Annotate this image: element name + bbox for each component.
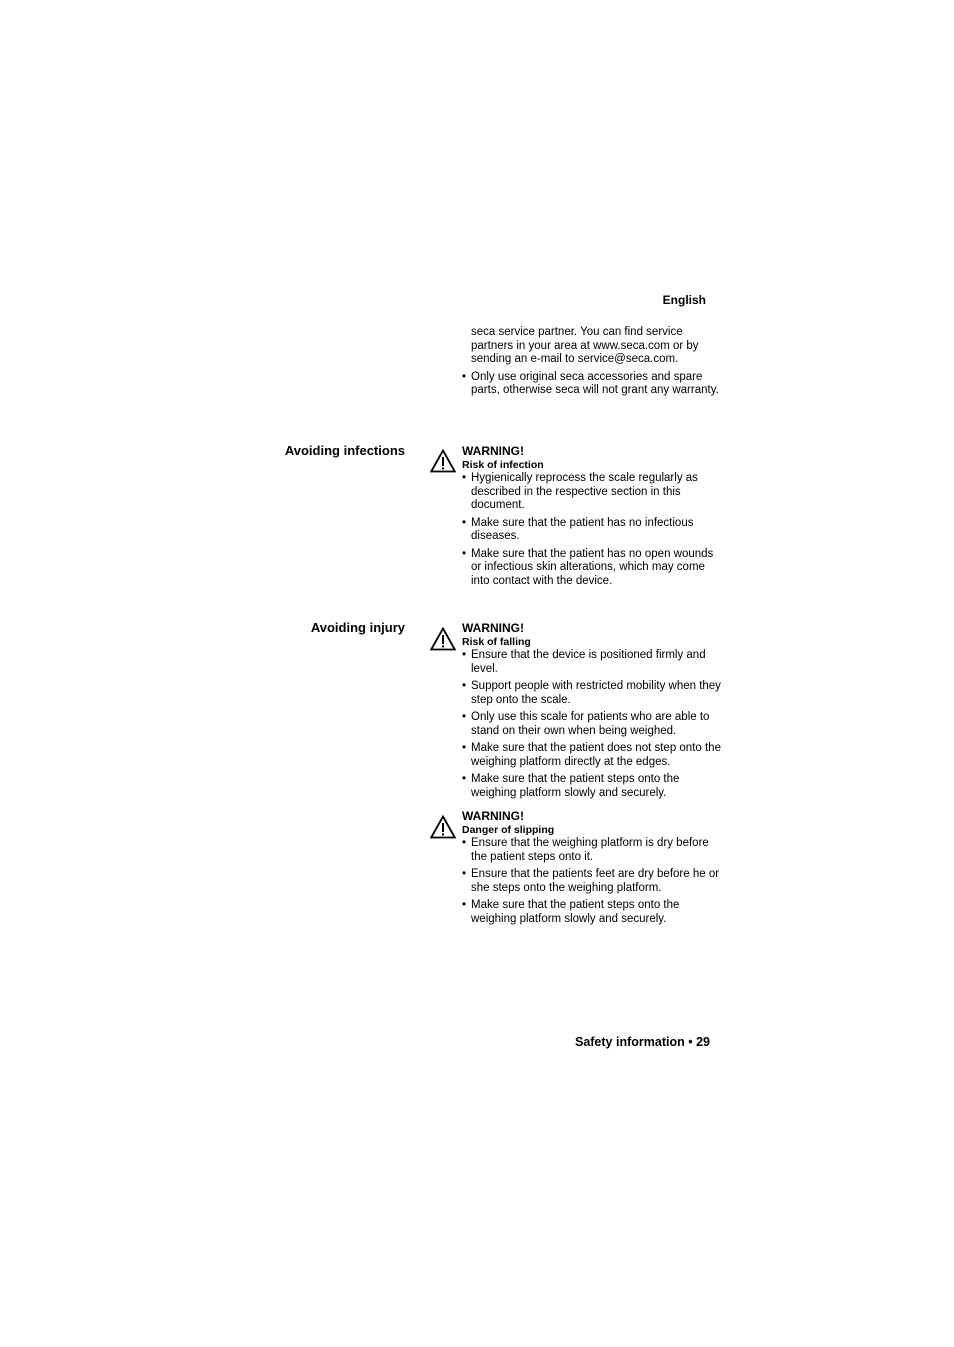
continuation-block: [471, 326, 721, 402]
bullet-item: • Make sure that the patient has no open wounds or infectious skin alterations, which may come into contact with the device.: [462, 548, 724, 589]
bullet-item: • Make sure that the patient does not step onto the weighing platform directly at the edges.: [462, 742, 724, 769]
warning-title: WARNING!: [462, 444, 524, 458]
language-label: English: [662, 293, 706, 307]
warning-bullet-list: [462, 649, 724, 800]
bullet-item: • Only use original seca accessories and spare parts, otherwise seca will not grant any warranty.: [462, 371, 721, 398]
footer-separator: •: [688, 1035, 693, 1049]
warning-block-falling: [462, 621, 724, 804]
page-number: 29: [696, 1035, 710, 1049]
warning-subtitle: Danger of slipping: [462, 824, 555, 836]
warning-block-slipping: [462, 809, 724, 930]
warning-subtitle: Risk of falling: [462, 636, 531, 648]
bullet-item: • Make sure that the patient has no infectious diseases.: [462, 517, 724, 544]
warning-triangle-icon: [430, 627, 456, 651]
warning-title: WARNING!: [462, 809, 524, 823]
page-footer: [440, 1035, 710, 1049]
bullet-item: • Ensure that the weighing platform is dry before the patient steps onto it.: [462, 837, 724, 864]
continuation-bullet-list: [462, 371, 721, 398]
warning-block-infection: [462, 444, 724, 592]
continuation-paragraph: seca service partner. You can find service partners in your area at www.seca.com or by sending an e-mail to service@seca.com.: [471, 326, 699, 366]
bullet-item: • Support people with restricted mobility when they step onto the scale.: [462, 680, 724, 707]
bullet-item: • Ensure that the device is positioned firmly and level.: [462, 649, 724, 676]
warning-triangle-icon: [430, 815, 456, 839]
bullet-item: • Make sure that the patient steps onto the weighing platform slowly and securely.: [462, 899, 724, 926]
warning-triangle-icon: [430, 449, 456, 473]
footer-section-title: Safety information: [574, 1035, 685, 1049]
bullet-item: • Hygienically reprocess the scale regularly as described in the respective section in this document.: [462, 472, 724, 513]
bullet-item: • Make sure that the patient steps onto the weighing platform slowly and securely.: [462, 773, 724, 800]
section-title-avoiding-infections: Avoiding infections: [284, 443, 405, 458]
warning-title: WARNING!: [462, 621, 524, 635]
bullet-item: • Only use this scale for patients who are able to stand on their own when being weighed.: [462, 711, 724, 738]
warning-subtitle: Risk of infection: [462, 459, 544, 471]
section-title-avoiding-injury: Avoiding injury: [310, 620, 405, 635]
warning-bullet-list: [462, 472, 724, 588]
warning-bullet-list: [462, 837, 724, 926]
bullet-item: • Ensure that the patients feet are dry before he or she steps onto the weighing platform.: [462, 868, 724, 895]
